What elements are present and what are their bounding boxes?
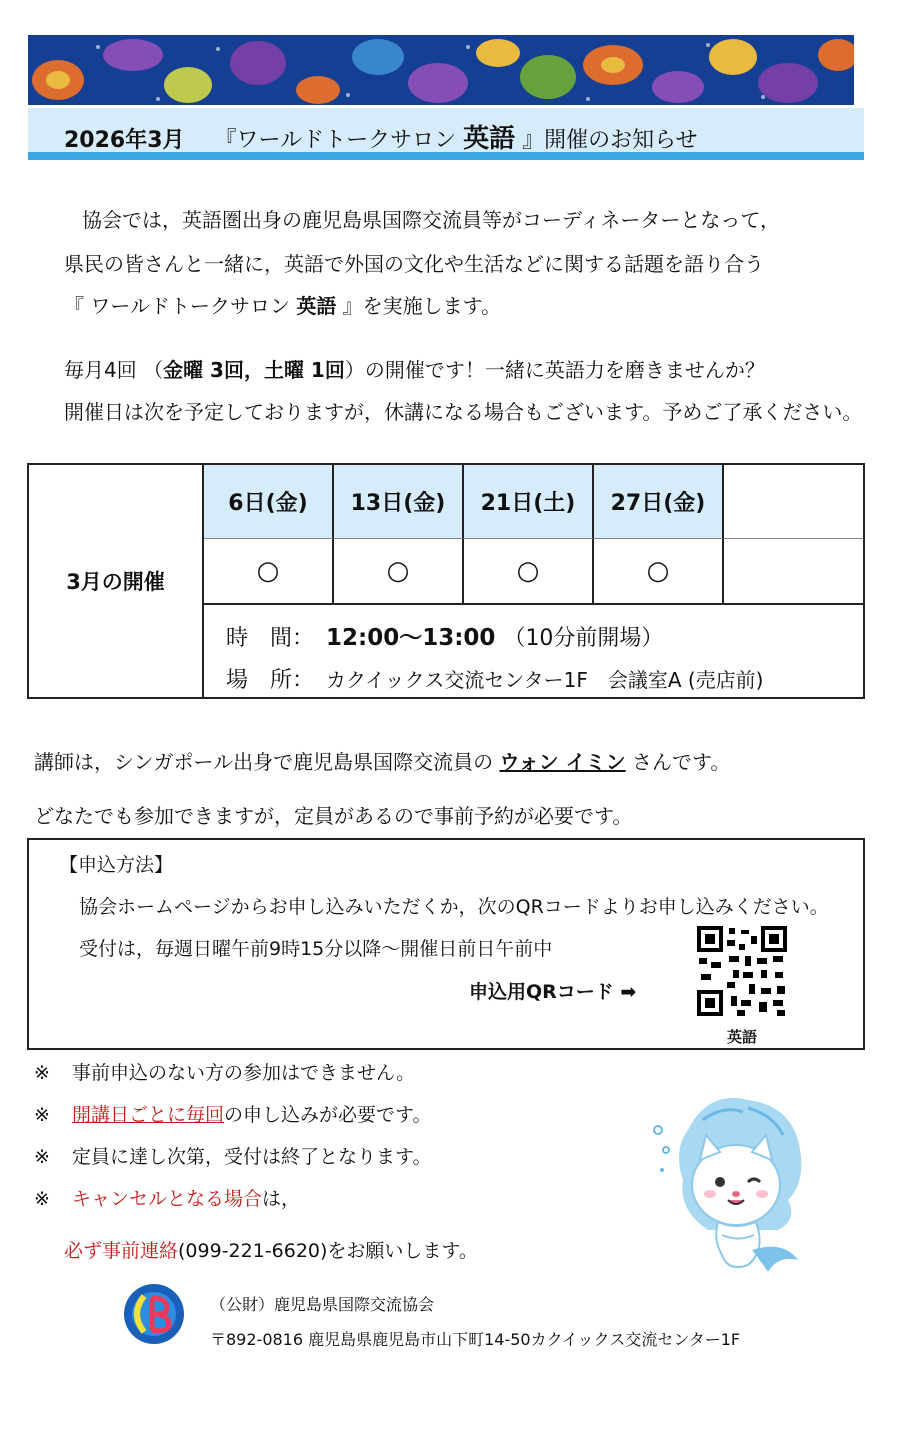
schedule-table bbox=[27, 463, 865, 699]
frequency-c: ）の開催です！一緒に英語力を磨きませんか？ bbox=[344, 358, 765, 382]
qr-label: 申込用QRコード ➡ bbox=[469, 981, 637, 1003]
mermaid-cat-mascot bbox=[648, 1090, 818, 1280]
intro-line-3 bbox=[64, 296, 501, 316]
place-line bbox=[226, 663, 763, 694]
note-3-text: 定員に達し次第，受付は終了となります。 bbox=[72, 1146, 432, 1168]
note-2 bbox=[34, 1100, 432, 1127]
note-4-asterisk: ※ bbox=[34, 1188, 50, 1210]
schedule-mark-2: ○ bbox=[334, 538, 464, 603]
title-year-month: 2026年3月 bbox=[64, 128, 185, 153]
schedule-date-2: 13日(金) bbox=[334, 465, 464, 538]
schedule-mark-empty bbox=[724, 538, 863, 603]
title-prefix: 『ワールドトークサロン bbox=[214, 128, 464, 153]
schedule-mark-1: ○ bbox=[204, 538, 334, 603]
qr-caption: 英語 bbox=[727, 1028, 758, 1046]
intro-line-3-lang: 英語 bbox=[296, 294, 337, 318]
schedule-mark-3: ○ bbox=[464, 538, 594, 603]
frequency-a: 毎月4回 （ bbox=[64, 358, 164, 382]
teacher-name: ウォン イミン bbox=[499, 750, 626, 774]
intro-line-1: 協会では，英語圏出身の鹿児島県国際交流員等がコーディネーターとなって， bbox=[82, 208, 780, 232]
frequency-line-2: 開催日は次を予定しておりますが，休講になる場合もございます。予めご了承ください。 bbox=[64, 400, 863, 424]
reservation-note: どなたでも参加できますが，定員があるので事前予約が必要です。 bbox=[34, 804, 633, 828]
apply-line-1: 協会ホームページからお申し込みいただくか，次のQRコードよりお申し込みください。 bbox=[79, 896, 829, 918]
intro-line-3-c: 』を実施します。 bbox=[336, 294, 502, 318]
page-title bbox=[64, 118, 697, 155]
batik-pattern bbox=[28, 35, 854, 105]
note-5-rest: (099-221-6620)をお願いします。 bbox=[178, 1240, 478, 1262]
frequency-days: 金曜 3回，土曜 1回 bbox=[163, 358, 345, 382]
teacher-suffix: さんです。 bbox=[625, 750, 731, 774]
schedule-date-1: 6日(金) bbox=[204, 465, 334, 538]
note-5 bbox=[64, 1236, 478, 1263]
intro-line-2: 県民の皆さんと一緒に，英語で外国の文化や生活などに関する話題を語り合う bbox=[64, 252, 764, 276]
kia-logo-icon bbox=[122, 1282, 186, 1346]
frequency-line-1 bbox=[64, 360, 765, 380]
schedule-date-4: 27日(金) bbox=[594, 465, 724, 538]
note-2-asterisk: ※ bbox=[34, 1104, 50, 1126]
header-banner-image bbox=[28, 35, 854, 105]
application-box bbox=[27, 838, 865, 1050]
footer-address: 〒892-0816 鹿児島県鹿児島市山下町14-50カクイックス交流センター1F bbox=[210, 1330, 741, 1349]
schedule-info bbox=[204, 603, 863, 697]
note-1-text: 事前申込のない方の参加はできません。 bbox=[72, 1062, 416, 1084]
title-suffix: 』開催のお知らせ bbox=[515, 128, 698, 153]
mascot-illustration bbox=[648, 1090, 818, 1280]
place-value: カクイックス交流センター1F 会議室A (売店前) bbox=[326, 668, 764, 692]
organization-logo bbox=[122, 1282, 186, 1346]
time-note: （10分前開場） bbox=[503, 626, 664, 651]
note-5-red: 必ず事前連絡 bbox=[64, 1240, 179, 1262]
place-label: 場 所： bbox=[226, 668, 315, 693]
teacher-line bbox=[34, 752, 730, 772]
time-value: 12:00〜13:00 bbox=[326, 625, 496, 651]
note-3 bbox=[34, 1142, 431, 1169]
schedule-row-label: 3月の開催 bbox=[29, 465, 204, 697]
schedule-mark-4: ○ bbox=[594, 538, 724, 603]
note-2-red: 開講日ごとに毎回 bbox=[72, 1104, 225, 1126]
note-4-red: キャンセルとなる場合 bbox=[72, 1188, 263, 1210]
intro-line-3-a: 『 ワールドトークサロン bbox=[64, 294, 297, 318]
time-label: 時 間： bbox=[226, 626, 315, 651]
apply-heading: 【申込方法】 bbox=[59, 854, 174, 876]
teacher-prefix: 講師は，シンガポール出身で鹿児島県国際交流員の bbox=[34, 750, 500, 774]
qr-code-image bbox=[697, 926, 787, 1016]
title-language: 英語 bbox=[463, 124, 516, 154]
footer-organization: （公財）鹿児島県国際交流協会 bbox=[210, 1295, 435, 1314]
note-2-rest: の申し込みが必要です。 bbox=[224, 1104, 432, 1126]
apply-line-2: 受付は，毎週日曜午前9時15分以降〜開催日前日午前中 bbox=[79, 938, 553, 960]
note-3-asterisk: ※ bbox=[34, 1146, 50, 1168]
note-4-rest: は， bbox=[262, 1188, 301, 1210]
qr-code[interactable] bbox=[697, 926, 787, 1016]
schedule-date-empty bbox=[724, 465, 863, 538]
note-1-asterisk: ※ bbox=[34, 1062, 50, 1084]
note-4 bbox=[34, 1184, 300, 1211]
note-1 bbox=[34, 1058, 415, 1085]
time-line bbox=[226, 619, 663, 652]
schedule-date-3: 21日(土) bbox=[464, 465, 594, 538]
